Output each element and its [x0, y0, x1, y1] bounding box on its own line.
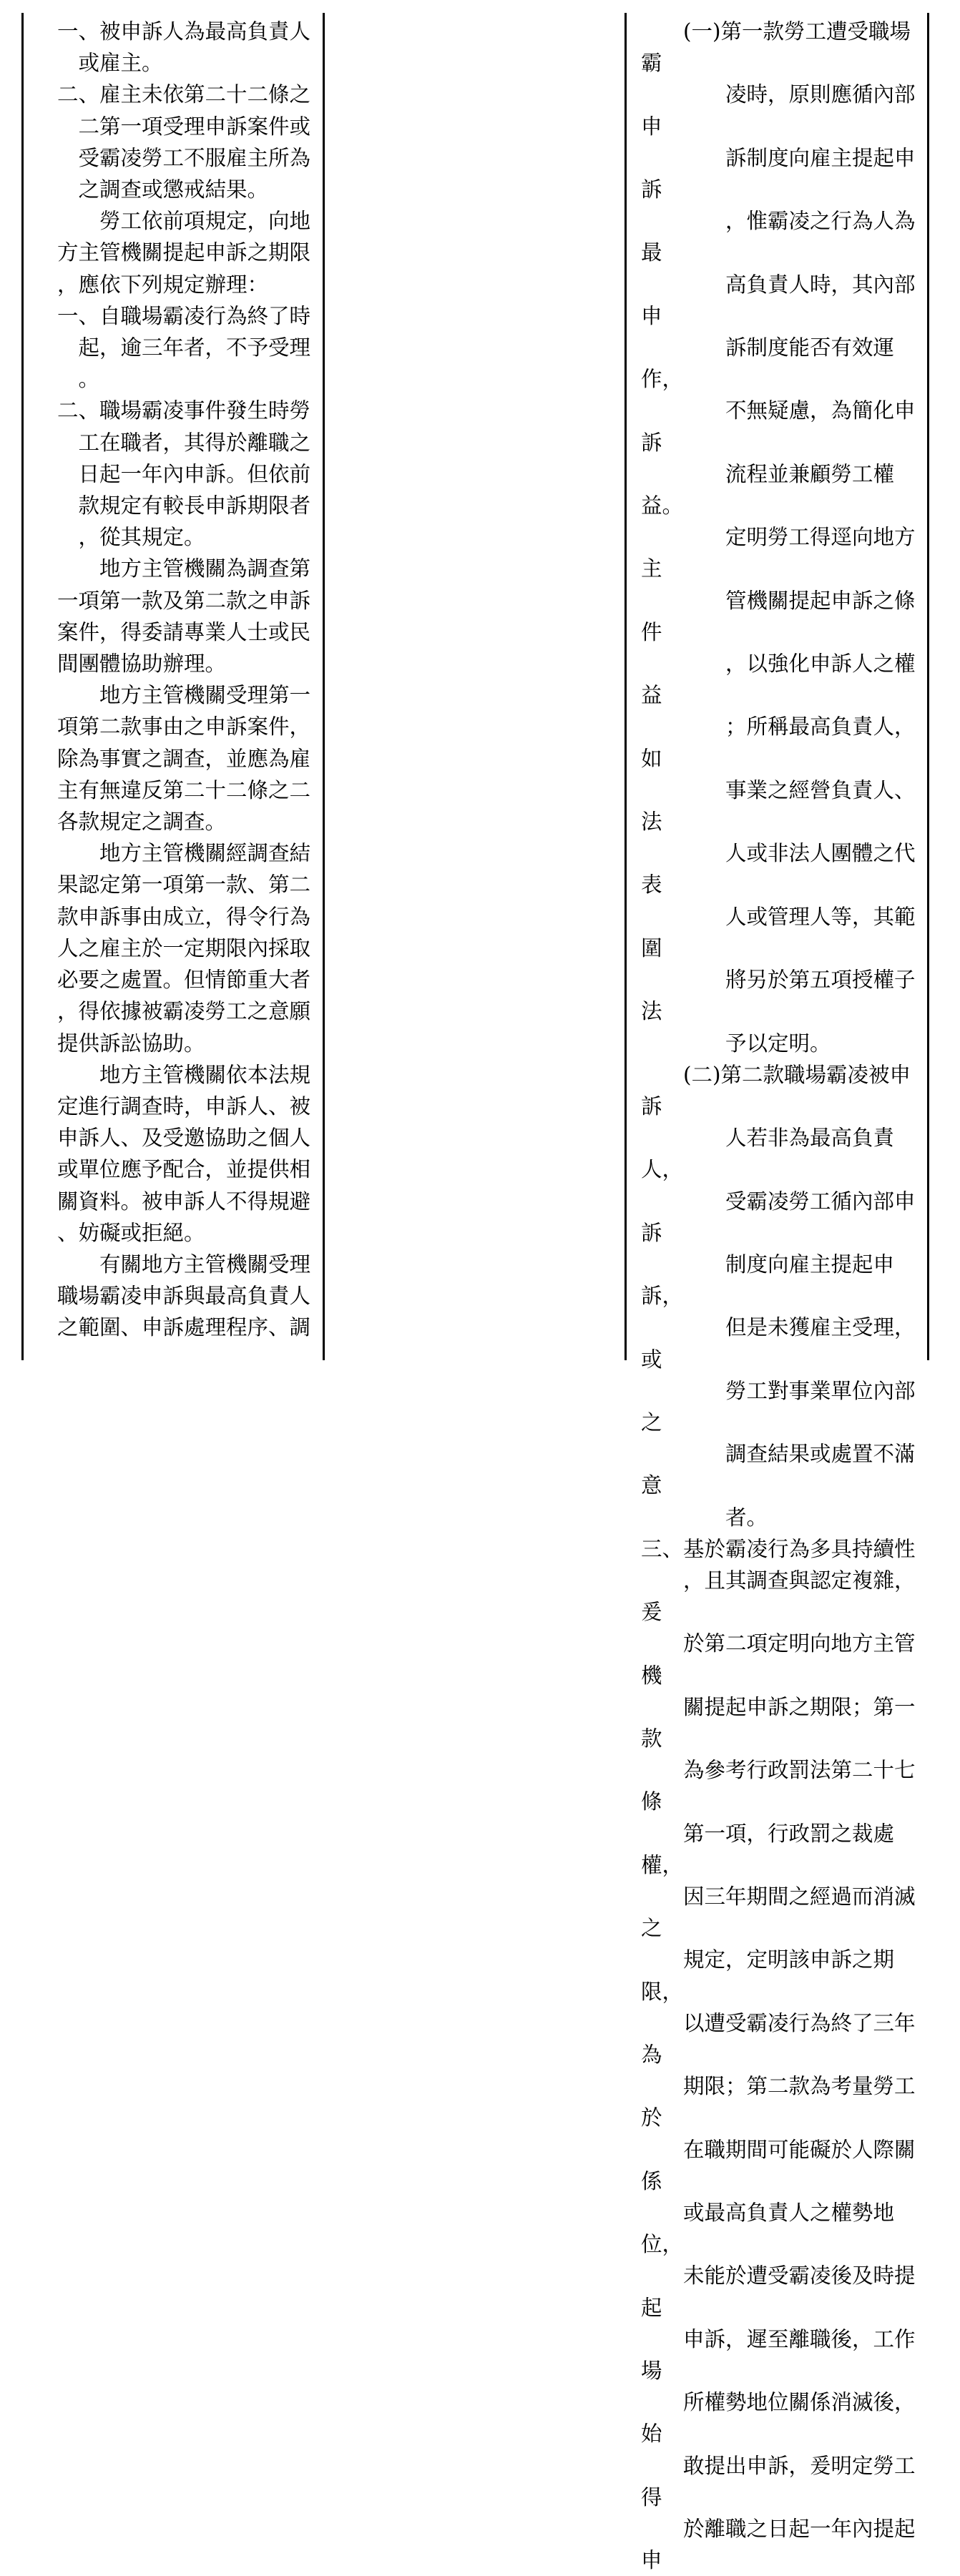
text-line: 所權勢地位關係消滅後，始: [641, 2390, 916, 2447]
text-line: 定進行調查時，申訴人、被: [57, 1093, 311, 1119]
text-line: 之調查或懲戒結果。: [57, 177, 269, 202]
text-line: 因三年期間之經過而消滅之: [641, 1884, 916, 1941]
text-line: 規定，定明該申訴之期限，: [641, 1947, 895, 2004]
text-line: ，以強化申訴人之權益: [641, 652, 916, 708]
text-line: 人或管理人等，其範圍: [641, 904, 916, 960]
text-line: 於離職之日起一年內提起申: [641, 2517, 916, 2573]
text-line: 但是未獲雇主受理，或: [641, 1315, 916, 1372]
text-line: 凌時，原則應循內部申: [641, 82, 916, 139]
text-line: 制度向雇主提起申訴，: [641, 1252, 895, 1309]
text-line: 將另於第五項授權子法: [641, 968, 916, 1024]
text-line: 二、雇主未依第二十二條之: [57, 82, 311, 107]
text-line: 為參考行政罰法第二十七條: [641, 1758, 916, 1814]
left-text-column: [57, 16, 316, 1344]
text-line: 款申訴事由成立，得令行為: [57, 904, 311, 929]
text-line: ，得依據被霸凌勞工之意願: [57, 999, 311, 1024]
text-line: 關資料。被申訴人不得規避: [57, 1189, 311, 1214]
text-line: 提供訴訟協助。: [57, 1031, 205, 1056]
text-line: 訴制度向雇主提起申訴: [641, 145, 916, 202]
text-line: 申訴，遲至離職後，工作場: [641, 2326, 916, 2384]
text-line: 地方主管機關為調查第: [57, 556, 311, 581]
divider-right-outer: [927, 13, 929, 1360]
text-line: 日起一年內申訴。但依前: [57, 461, 311, 486]
text-line: 訴制度能否有效運作，: [641, 335, 895, 392]
text-line: 必要之處置。但情節重大者: [57, 968, 311, 993]
text-line: 、妨礙或拒絕。: [57, 1220, 205, 1245]
text-line: 管機關提起申訴之條件: [641, 588, 916, 644]
text-line: 地方主管機關經調查結: [57, 841, 311, 866]
right-text-column: [641, 16, 927, 2576]
text-line: 項第二款事由之申訴案件，: [57, 714, 311, 739]
text-line: ，從其規定。: [57, 525, 205, 550]
text-line: 勞工依前項規定，向地: [57, 209, 311, 234]
text-line: 或單位應予配合，並提供相: [57, 1157, 311, 1182]
text-line: 未能於遭受霸凌後及時提起: [641, 2263, 916, 2320]
text-line: 不無疑慮，為簡化申訴: [641, 398, 916, 455]
text-line: 地方主管機關受理第一: [57, 683, 311, 708]
text-line: 勞工對事業單位內部之: [641, 1378, 916, 1435]
text-line: 流程並兼顧勞工權益。: [641, 461, 895, 518]
text-line: ，且其調查與認定複雜，爰: [641, 1568, 916, 1625]
text-line: 起，逾三年者，不予受理: [57, 335, 311, 360]
text-line: 地方主管機關依本法規: [57, 1062, 311, 1087]
text-line: 或雇主。: [57, 51, 163, 76]
text-line: 職場霸凌申訴與最高負責人: [57, 1284, 311, 1309]
text-line: ，應依下列規定辦理：: [57, 272, 269, 297]
text-line: 二、職場霸凌事件發生時勞: [57, 398, 311, 423]
text-line: 關提起申訴之期限；第一款: [641, 1694, 916, 1751]
text-line: 受霸凌勞工不服雇主所為: [57, 145, 311, 170]
text-line: 第一項，行政罰之裁處權，: [641, 1821, 895, 1877]
text-line: 一、自職場霸凌行為終了時: [57, 303, 311, 328]
divider-left-outer: [21, 13, 24, 1360]
text-line: 間團體協助辦理。: [57, 652, 227, 677]
text-line: 於第二項定明向地方主管機: [641, 1631, 916, 1688]
text-line: 之範圍、申訴處理程序、調: [57, 1315, 311, 1340]
text-line: ，惟霸凌之行為人為最: [641, 209, 916, 265]
text-line: 二第一項受理申訴案件或: [57, 114, 311, 139]
divider-left-inner: [323, 13, 325, 1360]
text-line: (二)第二款職場霸凌被申訴: [641, 1062, 911, 1119]
text-line: 除為事實之調查，並應為雇: [57, 746, 311, 771]
text-line: 申訴人、及受邀協助之個人: [57, 1126, 311, 1151]
text-line: 主有無違反第二十二條之二: [57, 777, 311, 802]
text-line: 一、被申訴人為最高負責人: [57, 19, 311, 44]
text-line: 三、基於霸凌行為多具持續性: [641, 1536, 916, 1561]
text-line: 工在職者，其得於離職之: [57, 430, 311, 455]
text-line: 各款規定之調查。: [57, 810, 227, 835]
text-line: 期限；第二款為考量勞工於: [641, 2074, 916, 2130]
text-line: 事業之經營負責人、法: [641, 777, 916, 835]
divider-right-inner: [625, 13, 627, 1360]
text-line: 在職期間可能礙於人際關係: [641, 2137, 916, 2193]
text-line: 者。: [641, 1505, 768, 1530]
text-line: 案件，得委請專業人士或民: [57, 619, 311, 644]
text-line: 以遭受霸凌行為終了三年為: [641, 2010, 916, 2067]
text-line: 有關地方主管機關受理: [57, 1252, 311, 1277]
text-line: (一)第一款勞工遭受職場霸: [641, 19, 911, 76]
text-line: ；所稱最高負責人，如: [641, 714, 916, 771]
text-line: 方主管機關提起申訴之期限: [57, 240, 311, 265]
text-line: 予以定明。: [641, 1031, 831, 1056]
text-line: 定明勞工得逕向地方主: [641, 525, 916, 581]
text-line: 果認定第一項第一款、第二: [57, 872, 311, 898]
text-line: 人之雇主於一定期限內採取: [57, 935, 311, 960]
text-line: 調查結果或處置不滿意: [641, 1442, 916, 1498]
text-line: 高負責人時，其內部申: [641, 272, 916, 328]
text-line: 敢提出申訴，爰明定勞工得: [641, 2453, 916, 2509]
text-line: 人若非為最高負責人，: [641, 1126, 895, 1182]
text-line: 或最高負責人之權勢地位，: [641, 2201, 895, 2257]
text-line: 款規定有較長申訴期限者: [57, 493, 311, 518]
text-line: 。: [57, 367, 100, 392]
text-line: 受霸凌勞工循內部申訴: [641, 1189, 916, 1245]
text-line: 人或非法人團體之代表: [641, 841, 916, 898]
text-line: 一項第一款及第二款之申訴: [57, 588, 311, 613]
